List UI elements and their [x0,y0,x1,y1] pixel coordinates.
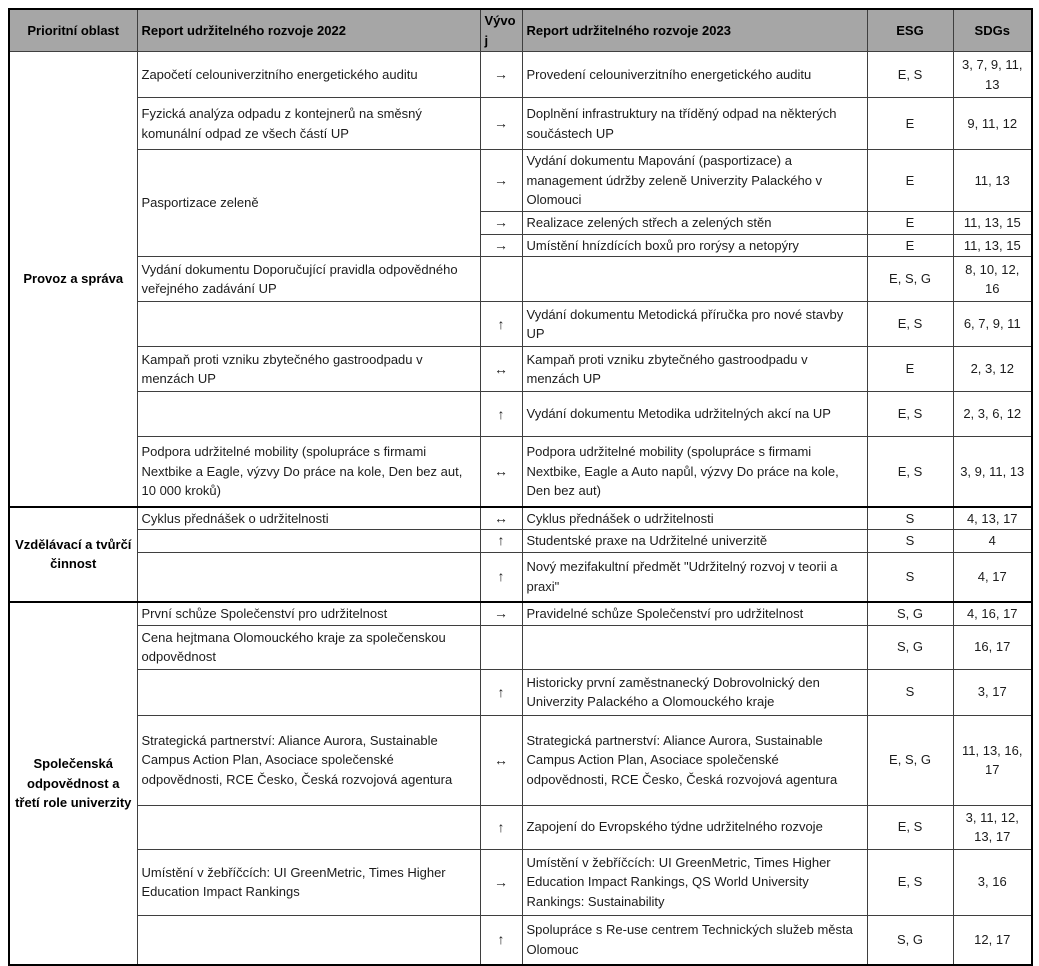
trend-arrow: → [480,234,522,257]
cell-sdgs: 2, 3, 6, 12 [953,392,1032,437]
cell-2023: Studentské praxe na Udržitelné univerzitě [522,530,867,553]
table-row [9,849,1032,915]
table-row [9,552,1032,602]
trend-arrow: → [480,602,522,625]
cell-2022: Pasportizace zeleně [137,150,480,257]
trend-arrow: ↔ [480,437,522,507]
table-row [9,625,1032,669]
header-priority-area: Prioritní oblast [9,9,137,52]
cell-2023: Umístění v žebříčcích: UI GreenMetric, Times Higher Education Impact Rankings, QS World University Rankings: Sustainability [522,849,867,915]
header-sdgs: SDGs [953,9,1032,52]
cell-esg: S [867,507,953,530]
trend-arrow: → [480,98,522,150]
table-row [9,150,1032,212]
table-row [9,392,1032,437]
cell-2023: Kampaň proti vzniku zbytečného gastroodpadu v menzách UP [522,347,867,392]
cell-esg: S [867,530,953,553]
cell-esg: E, S [867,849,953,915]
cell-sdgs: 8, 10, 12, 16 [953,257,1032,302]
table-row [9,302,1032,347]
header-esg: ESG [867,9,953,52]
cell-sdgs: 9, 11, 12 [953,98,1032,150]
cell-esg: E, S [867,805,953,849]
cell-esg: E, S [867,392,953,437]
cell-esg: E, S [867,302,953,347]
cell-2023: Vydání dokumentu Metodická příručka pro nové stavby UP [522,302,867,347]
trend-arrow [480,625,522,669]
cell-sdgs: 4 [953,530,1032,553]
cell-2023 [522,257,867,302]
cell-2022: Cena hejtmana Olomouckého kraje za společenskou odpovědnost [137,625,480,669]
cell-2022: První schůze Společenství pro udržitelnost [137,602,480,625]
cell-sdgs: 6, 7, 9, 11 [953,302,1032,347]
cell-2022 [137,302,480,347]
cell-esg: S [867,552,953,602]
cell-2022: Započetí celouniverzitního energetického auditu [137,52,480,98]
table-row [9,530,1032,553]
cell-esg: S, G [867,625,953,669]
table-row [9,602,1032,625]
table-row [9,52,1032,98]
cell-esg: E [867,212,953,235]
cell-2022: Strategická partnerství: Aliance Aurora, Sustainable Campus Action Plan, Asociace společenské odpovědnosti, RCE Česko, Česká rozvojová agentura [137,715,480,805]
cell-esg: E, S [867,437,953,507]
table-row [9,98,1032,150]
cell-esg: E [867,98,953,150]
header-report-2023: Report udržitelného rozvoje 2023 [522,9,867,52]
table-row [9,669,1032,715]
header-trend: Vývoj [480,9,522,52]
trend-arrow: → [480,150,522,212]
cell-2023: Realizace zelených střech a zelených stěn [522,212,867,235]
cell-2022: Vydání dokumentu Doporučující pravidla odpovědného veřejného zadávání UP [137,257,480,302]
cell-2023: Nový mezifakultní předmět "Udržitelný rozvoj v teorii a praxi" [522,552,867,602]
trend-arrow: ↔ [480,507,522,530]
section-label-provoz-a-sprava: Provoz a správa [9,52,137,507]
trend-arrow: ↑ [480,530,522,553]
table-row [9,347,1032,392]
cell-esg: S, G [867,915,953,965]
table-row [9,437,1032,507]
cell-sdgs: 3, 17 [953,669,1032,715]
cell-2023: Cyklus přednášek o udržitelnosti [522,507,867,530]
trend-arrow: ↑ [480,302,522,347]
cell-sdgs: 16, 17 [953,625,1032,669]
cell-sdgs: 11, 13, 16, 17 [953,715,1032,805]
cell-2022: Fyzická analýza odpadu z kontejnerů na směsný komunální odpad ze všech částí UP [137,98,480,150]
trend-arrow: → [480,849,522,915]
cell-2022 [137,552,480,602]
cell-esg: E [867,150,953,212]
cell-2023: Strategická partnerství: Aliance Aurora, Sustainable Campus Action Plan, Asociace společenské odpovědnosti, RCE Česko, Česká rozvojová agentura [522,715,867,805]
cell-esg: E, S, G [867,715,953,805]
cell-2023: Podpora udržitelné mobility (spolupráce s firmami Nextbike, Eagle a Auto napůl, výzvy Do práce na kole, Den bez aut) [522,437,867,507]
cell-2023: Zapojení do Evropského týdne udržitelného rozvoje [522,805,867,849]
cell-esg: E [867,347,953,392]
cell-sdgs: 4, 16, 17 [953,602,1032,625]
table-header-row [9,9,1032,52]
cell-2022: Kampaň proti vzniku zbytečného gastroodpadu v menzách UP [137,347,480,392]
cell-2023: Vydání dokumentu Mapování (pasportizace) a management údržby zeleně Univerzity Palackého v Olomouci [522,150,867,212]
cell-sdgs: 4, 17 [953,552,1032,602]
cell-2023: Pravidelné schůze Společenství pro udržitelnost [522,602,867,625]
cell-2022: Podpora udržitelné mobility (spolupráce s firmami Nextbike a Eagle, výzvy Do práce na kole, Den bez aut, 10 000 kroků) [137,437,480,507]
section-label-vzdelavaci-cinnost: Vzdělávací a tvůrčí činnost [9,507,137,603]
cell-sdgs: 3, 9, 11, 13 [953,437,1032,507]
cell-2023: Provedení celouniverzitního energetického auditu [522,52,867,98]
cell-sdgs: 4, 13, 17 [953,507,1032,530]
trend-arrow: ↑ [480,669,522,715]
trend-arrow: ↑ [480,552,522,602]
trend-arrow: ↔ [480,347,522,392]
cell-sdgs: 3, 7, 9, 11, 13 [953,52,1032,98]
header-report-2022: Report udržitelného rozvoje 2022 [137,9,480,52]
cell-2023 [522,625,867,669]
cell-2022 [137,530,480,553]
trend-arrow: ↔ [480,715,522,805]
section-label-spolecenska-odpovednost: Společenská odpovědnost a třetí role univerzity [9,602,137,965]
cell-2022 [137,392,480,437]
cell-2022 [137,669,480,715]
cell-sdgs: 2, 3, 12 [953,347,1032,392]
cell-esg: E [867,234,953,257]
cell-sdgs: 3, 16 [953,849,1032,915]
trend-arrow [480,257,522,302]
cell-2022: Umístění v žebříčcích: UI GreenMetric, Times Higher Education Impact Rankings [137,849,480,915]
cell-sdgs: 11, 13, 15 [953,234,1032,257]
cell-sdgs: 11, 13 [953,150,1032,212]
table-row [9,257,1032,302]
cell-2023: Spolupráce s Re-use centrem Technických služeb města Olomouc [522,915,867,965]
trend-arrow: → [480,52,522,98]
cell-esg: E, S [867,52,953,98]
cell-esg: E, S, G [867,257,953,302]
table-row [9,915,1032,965]
cell-esg: S, G [867,602,953,625]
cell-2023: Historicky první zaměstnanecký Dobrovolnický den Univerzity Palackého a Olomouckého kraje [522,669,867,715]
trend-arrow: ↑ [480,392,522,437]
cell-2022 [137,805,480,849]
trend-arrow: ↑ [480,805,522,849]
cell-2023: Doplnění infrastruktury na tříděný odpad na některých součástech UP [522,98,867,150]
cell-2022 [137,915,480,965]
table-row [9,507,1032,530]
cell-esg: S [867,669,953,715]
cell-2023: Vydání dokumentu Metodika udržitelných akcí na UP [522,392,867,437]
trend-arrow: → [480,212,522,235]
trend-arrow: ↑ [480,915,522,965]
table-row [9,805,1032,849]
cell-sdgs: 12, 17 [953,915,1032,965]
sustainability-comparison-table [8,8,1033,966]
cell-2022: Cyklus přednášek o udržitelnosti [137,507,480,530]
cell-2023: Umístění hnízdících boxů pro rorýsy a netopýry [522,234,867,257]
cell-sdgs: 11, 13, 15 [953,212,1032,235]
cell-sdgs: 3, 11, 12, 13, 17 [953,805,1032,849]
table-row [9,715,1032,805]
